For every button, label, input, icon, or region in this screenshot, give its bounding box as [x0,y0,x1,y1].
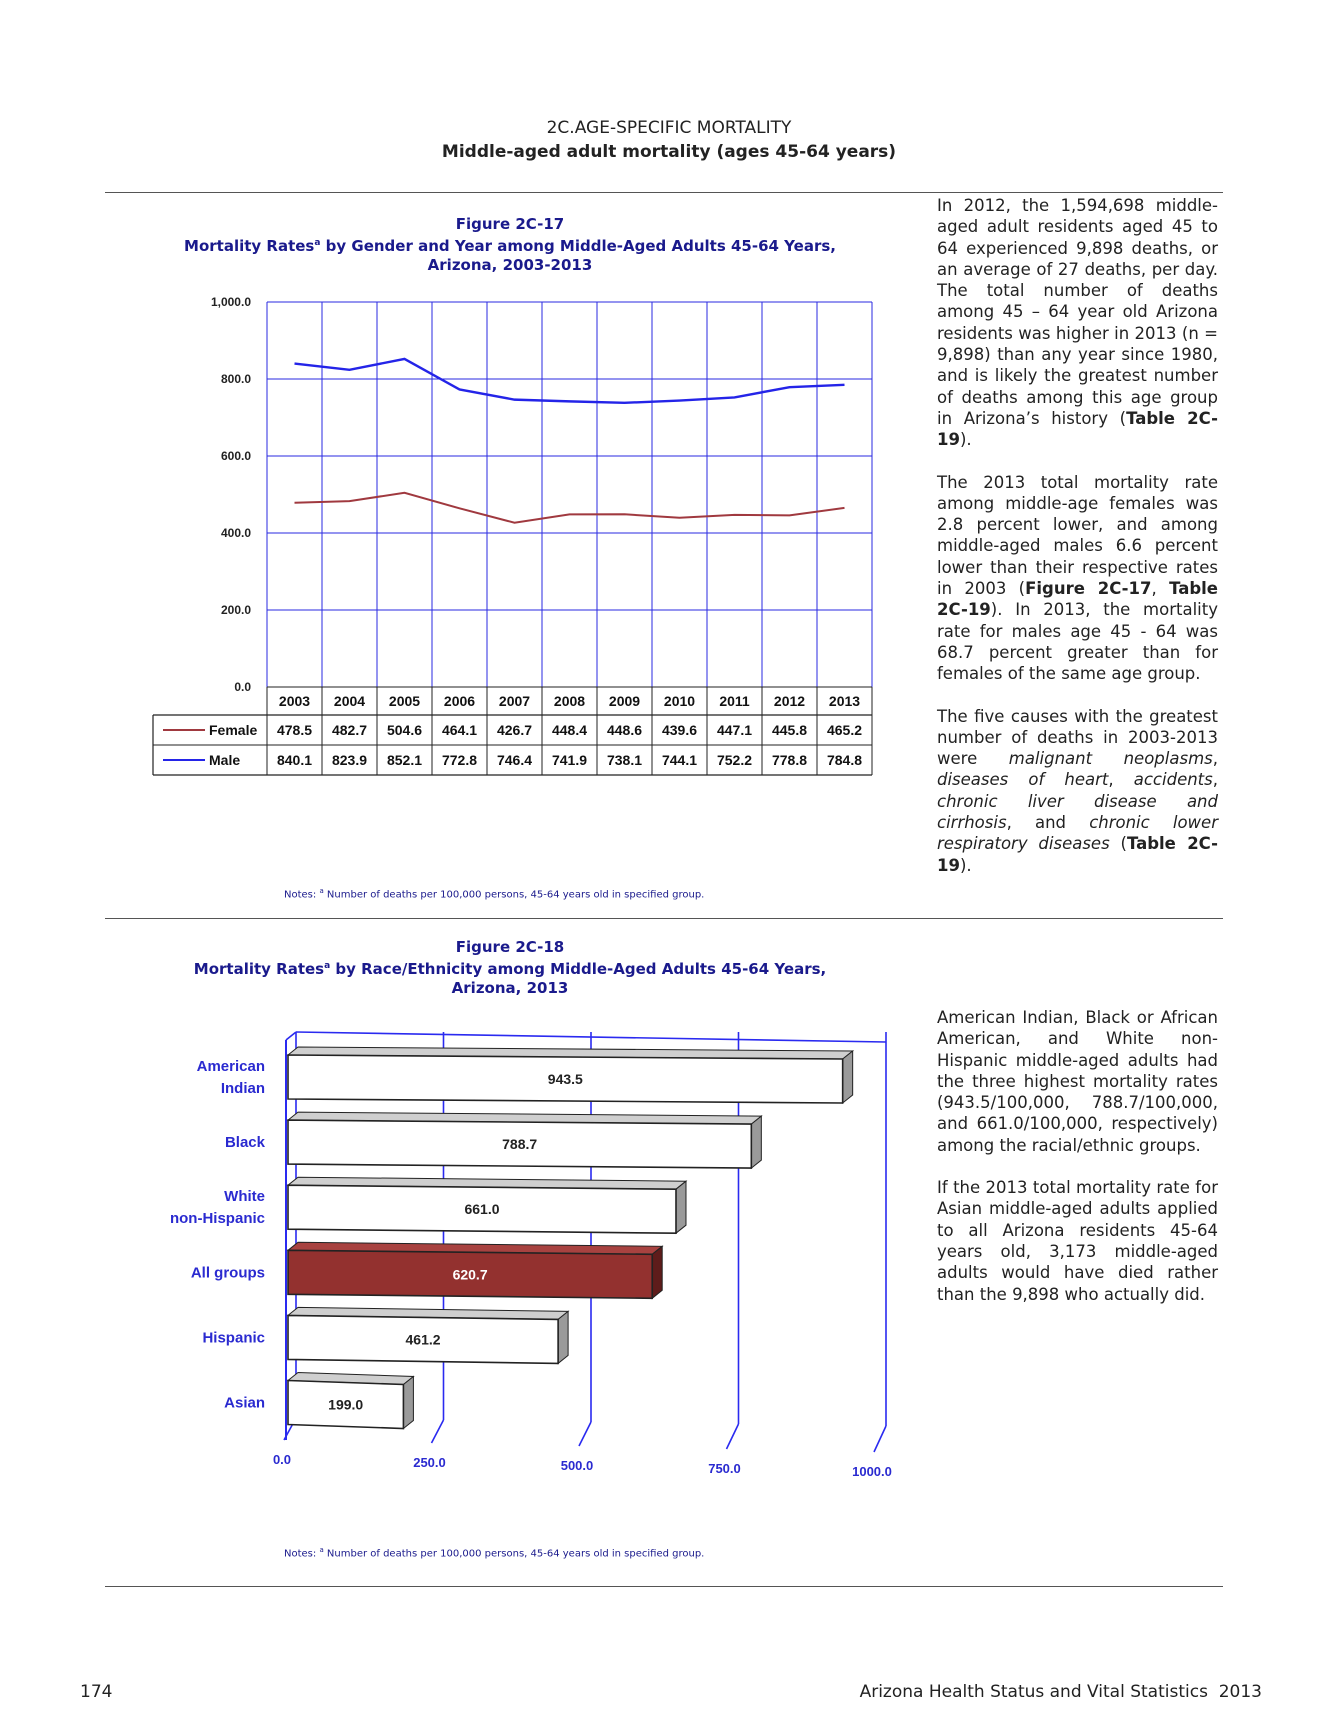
data-table-value: 478.5 [276,722,313,738]
data-table-value: 741.9 [551,752,588,768]
data-table-value: 465.2 [826,722,863,738]
p1-end: ). [959,430,972,450]
paragraph-gender-rates [937,472,1218,685]
p2-text: The 2013 total mortality rate among middle-age females was 2.8 percent lower, and among middle-aged males 6.6 percent lower than their respective rates in 2003 ( [937,472,1218,599]
right-column-upper-text [937,195,1218,897]
data-table-value: 738.1 [606,752,643,768]
x-tick-label: 2012 [773,693,806,709]
x-tick-label: 1000.0 [852,1464,892,1479]
figure-17-title-pre: Mortality Rates [184,237,315,255]
figure-18-label: Figure 2C-18 [455,938,565,956]
bar-side-face [843,1051,853,1103]
figure-18-notes-sup: a [319,1546,324,1554]
category-label: White [224,1188,265,1206]
x-tick-label: 500.0 [560,1458,594,1473]
p3-sep-2: , [1108,770,1134,790]
figure-17-title-post: by Gender and Year among Middle-Aged Adults 45-64 Years, [320,237,836,255]
y-tick-label: 400.0 [220,526,251,540]
data-table-value: 746.4 [496,752,533,768]
x-tick-label: 2004 [333,693,366,709]
x-tick-label: 2007 [498,693,531,709]
x-tick-label: 2013 [828,693,861,709]
bar-side-face [558,1311,568,1363]
figure-18-caption [150,938,870,998]
data-table-value: 772.8 [441,752,478,768]
data-table-value: 464.1 [441,722,478,738]
x-tick-label: 2009 [608,693,641,709]
paragraph-deaths-overview [937,195,1218,451]
figure-17-notes-sup: a [319,887,324,895]
category-label: All groups [190,1264,265,1282]
y-tick-label: 800.0 [220,372,251,386]
category-label: American [196,1058,265,1075]
p3-end: ). [959,855,972,875]
bar-side-face [652,1246,662,1298]
figure-18-title [150,957,870,979]
bar-value-label: 461.2 [405,1331,441,1348]
category-label: Hispanic [202,1329,265,1347]
p3-cause-3: accidents [1133,770,1213,790]
section-title: 2C.AGE-SPECIFIC MORTALITY [546,118,792,138]
data-table-value: 752.2 [716,752,753,768]
figure-17-title-line2: Arizona, 2003-2013 [427,256,593,274]
figure-17-title-sup: a [314,238,321,248]
figure-17-notes-pre: Notes: [284,889,320,901]
paragraph-asian-comparison: If the 2013 total mortality rate for Asian middle-aged adults applied to all Arizona residents 45-64 years old, 3,173 middle-aged adults would have died rather than the 9,898 who actually did. [937,1178,1218,1304]
bottom-rule [105,1586,1223,1587]
data-table-value: 744.1 [661,752,698,768]
x-tick-label: 2011 [719,693,750,709]
figure-17-label: Figure 2C-17 [455,215,565,233]
data-table-value: 448.6 [606,722,643,738]
x-gridline-foot [727,1424,739,1449]
data-table-value: 447.1 [716,722,753,738]
top-rule [105,192,1223,193]
x-tick-label: 2005 [388,693,421,709]
x-tick-label: 2008 [553,693,586,709]
data-table-value: 852.1 [386,752,423,768]
legend-label-male: Male [209,752,241,768]
data-table-value: 482.7 [331,722,368,738]
bar-side-face [751,1116,761,1168]
x-gridline-foot [432,1420,444,1443]
page-number: 174 [80,1682,113,1702]
p1-table-ref: Table 2C-19 [937,408,1218,450]
category-label: non-Hispanic [169,1210,265,1228]
figure-17-line-chart [140,290,880,780]
y-tick-label: 0.0 [234,680,251,694]
p3-text: The five causes with the greatest number of deaths in 2003-2013 were [937,706,1218,769]
y-tick-label: 600.0 [220,449,251,463]
figure-17-title [150,234,870,256]
p3-sep-5: ( [1109,834,1127,854]
x-tick-label: 2006 [443,693,476,709]
middle-rule [105,918,1223,919]
p3-table-ref: Table 2C-19 [937,834,1219,875]
bar-value-label: 788.7 [502,1136,538,1153]
data-table-value: 784.8 [826,752,863,768]
category-label: Asian [224,1394,265,1412]
p1-text: In 2012, the 1,594,698 middle-aged adult residents aged 45 to 64 experienced 9,898 deaths, or an average of 27 deaths, per day. The total number of deaths among 45 – 64 year old Arizona residents was higher in 2013 (n = 9,898) than any year since 1980, and is likely the greatest number of deaths among this age group in Arizona’s history ( [937,196,1218,428]
figure-17-notes [284,887,704,900]
p3-sep-3: , [1212,770,1218,790]
p2-end: ). In 2013, the mortality rate for males age 45 - 64 was 68.7 percent greater than for females of the same age group. [937,600,1218,684]
figure-17-notes-text: Number of deaths per 100,000 persons, 45-64 years old in specified group. [323,889,705,901]
legend-label-female: Female [209,722,258,738]
x-gridline-foot [874,1426,886,1452]
data-table-value: 439.6 [661,722,698,738]
figure-18-bar-chart [150,1020,892,1510]
data-table-value: 840.1 [276,752,313,768]
paragraph-race-rates: American Indian, Black or African American, and White non-Hispanic middle-aged adults had the three highest mortality rates (943.5/100,000, 788.7/100,000, and 661.0/100,000, respectively) among the racial/ethnic groups. [937,1008,1218,1155]
x-tick-label: 2003 [278,693,311,709]
y-tick-label: 1,000.0 [210,295,251,309]
p3-cause-4: chronic liver disease and cirrhosis [937,791,1218,833]
figure-18-notes-text: Number of deaths per 100,000 persons, 45-64 years old in specified group. [323,1548,705,1560]
x-tick-label: 250.0 [413,1455,446,1470]
data-table-value: 448.4 [551,722,588,738]
p3-cause-2: diseases of heart [937,770,1109,790]
figure-18-title-sup: a [324,961,331,971]
figure-17-caption [150,215,870,275]
data-table-value: 778.8 [771,752,808,768]
category-label: Indian [220,1080,265,1097]
figure-18-title-post: by Race/Ethnicity among Middle-Aged Adults 45-64 Years, [330,960,827,978]
bar-value-label: 943.5 [547,1071,583,1087]
right-column-lower-text [937,1007,1218,1326]
x-tick-label: 2010 [663,693,696,709]
y-tick-label: 200.0 [220,603,251,617]
p2-table-ref: Table 2C-19 [937,579,1218,620]
figure-18-notes [284,1546,704,1559]
section-subtitle: Middle-aged adult mortality (ages 45-64 years) [441,142,897,162]
data-table-value: 504.6 [386,722,423,738]
bar-value-label: 199.0 [328,1396,364,1413]
p3-sep-4: , and [1006,813,1090,833]
x-tick-label: 0.0 [272,1452,292,1467]
frame-edge [286,1032,296,1040]
bar-side-face [676,1181,686,1233]
p2-figure-ref: Figure 2C-17 [1025,579,1152,599]
p3-cause-5: chronic lower respiratory diseases [937,813,1218,854]
bar-value-label: 661.0 [464,1201,500,1218]
x-gridline-foot [579,1422,591,1446]
figure-18-notes-pre: Notes: [284,1548,320,1560]
publication-title: Arizona Health Status and Vital Statistics 2013 [859,1682,1262,1702]
data-table-value: 823.9 [331,752,368,768]
data-table-value: 445.8 [771,722,808,738]
figure-18-title-pre: Mortality Rates [193,960,325,978]
bar-value-label: 620.7 [452,1266,488,1283]
category-label: Black [224,1134,265,1152]
x-tick-label: 750.0 [708,1461,741,1476]
p2-sep: , [1151,579,1170,599]
p3-sep-1: , [1212,749,1218,769]
data-table-value: 426.7 [496,722,533,738]
figure-18-title-line2: Arizona, 2013 [451,979,569,997]
paragraph-leading-causes [937,706,1218,876]
bar-side-face [403,1377,413,1429]
p3-cause-1: malignant neoplasms [1008,749,1213,769]
